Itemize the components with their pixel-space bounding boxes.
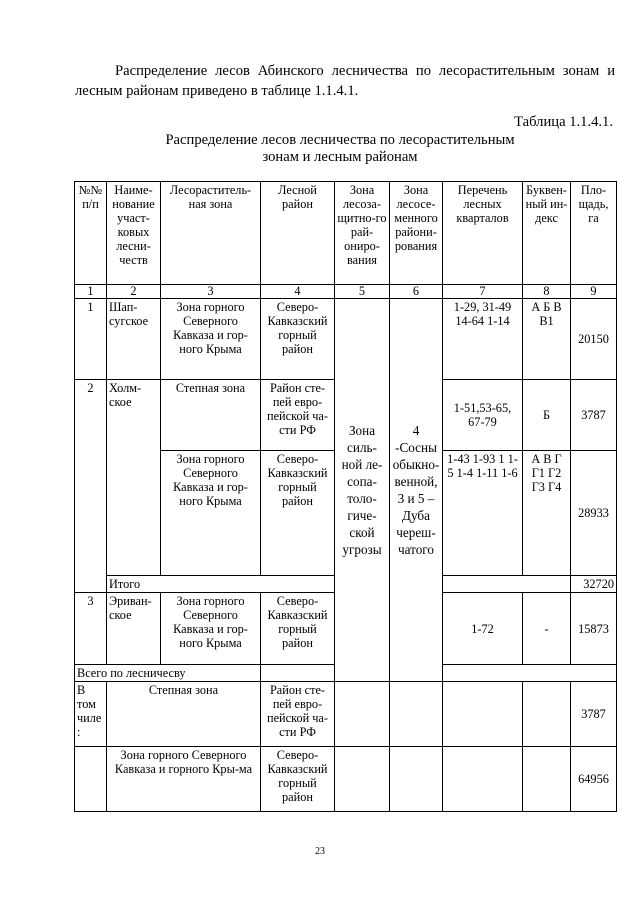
forest-distribution-table <box>74 181 617 812</box>
column-number: 3 <box>161 285 261 299</box>
table-row <box>75 299 617 380</box>
empty-cell <box>523 682 571 747</box>
area-value: 64956 <box>571 747 617 812</box>
row-number: 1 <box>75 299 107 380</box>
empty-cell <box>523 747 571 812</box>
forestry-name: Холм-ское <box>107 380 161 576</box>
header-cell: Лесной район <box>261 182 335 285</box>
quarters-list: 1-43 1-93 1 1-5 1-4 1-11 1-6 <box>443 451 523 576</box>
column-number: 8 <box>523 285 571 299</box>
header-cell: Зона лесоза-щитно-го рай-ониро-вания <box>335 182 390 285</box>
header-cell: Наиме-нование участ-ковых лесни-честв <box>107 182 161 285</box>
empty-cell <box>443 665 617 682</box>
forest-region: Северо-Кавказский горный район <box>261 299 335 380</box>
column-number: 4 <box>261 285 335 299</box>
protective-zone: Зона силь-ной ле-сопа-толо-гиче-ской угрозы <box>335 299 390 682</box>
area-value: 28933 <box>571 451 617 576</box>
column-number-row <box>75 285 617 299</box>
forest-region: Северо-Кавказский горный район <box>261 451 335 576</box>
empty-cell <box>335 747 390 812</box>
header-cell: №№ п/п <box>75 182 107 285</box>
letter-index: Б <box>523 380 571 451</box>
area-value: 3787 <box>571 682 617 747</box>
area-value: 3787 <box>571 380 617 451</box>
intro-text: Распределение лесов Абинского лесничества по лесорастительным зонам и лесным районам приведено в таблице 1.1.4.1. <box>75 63 615 99</box>
header-cell: Зона лесосе-менного райони-рования <box>390 182 443 285</box>
empty-cell <box>443 747 523 812</box>
page-number: 23 <box>315 846 325 857</box>
table-title-line-1: Распределение лесов лесничества по лесорастительным <box>165 132 515 148</box>
column-number: 1 <box>75 285 107 299</box>
header-cell: Пло-щадь, га <box>571 182 617 285</box>
letter-index: - <box>523 593 571 665</box>
vegetation-zone: Степная зона <box>107 682 261 747</box>
row-number: 2 <box>75 380 107 593</box>
column-number: 6 <box>390 285 443 299</box>
seed-zone: 4 -Сосны обыкно-венной, 3 и 5 – Дуба череш-чатого <box>390 299 443 682</box>
including-label: В том чиле : <box>75 682 107 747</box>
area-value: 20150 <box>571 299 617 380</box>
table-row <box>75 682 617 747</box>
table-label: Таблица 1.1.4.1. <box>514 114 613 130</box>
letter-index: А Б В В1 <box>523 299 571 380</box>
subtotal-label: Итого <box>107 576 335 593</box>
row-number: 3 <box>75 593 107 665</box>
empty-cell <box>443 682 523 747</box>
forest-region: Северо-Кавказский горный район <box>261 747 335 812</box>
column-number: 7 <box>443 285 523 299</box>
column-number: 9 <box>571 285 617 299</box>
vegetation-zone: Зона горного Северного Кавказа и гор-ного Крыма <box>161 593 261 665</box>
table-title <box>60 132 620 166</box>
forest-region: Северо-Кавказский горный район <box>261 593 335 665</box>
empty-cell <box>390 747 443 812</box>
forest-region: Район сте-пей евро-пейской ча-сти РФ <box>261 380 335 451</box>
forestry-name: Шап-сугское <box>107 299 161 380</box>
vegetation-zone: Зона горного Северного Кавказа и гор-ного Крыма <box>161 451 261 576</box>
quarters-list: 1-51,53-65, 67-79 <box>443 380 523 451</box>
vegetation-zone: Зона горного Северного Кавказа и гор-ного Крыма <box>161 299 261 380</box>
header-cell: Лесораститель-ная зона <box>161 182 261 285</box>
column-number: 5 <box>335 285 390 299</box>
subtotal-area: 32720 <box>571 576 617 593</box>
intro-paragraph <box>75 61 615 101</box>
forest-region: Район сте-пей евро-пейской ча-сти РФ <box>261 682 335 747</box>
empty-cell <box>390 682 443 747</box>
vegetation-zone: Зона горного Северного Кавказа и горного Кры-ма <box>107 747 261 812</box>
empty-cell <box>261 665 335 682</box>
column-number: 2 <box>107 285 161 299</box>
empty-cell <box>75 747 107 812</box>
empty-cell <box>443 576 571 593</box>
header-cell: Перечень лесных кварталов <box>443 182 523 285</box>
empty-cell <box>335 682 390 747</box>
vegetation-zone: Степная зона <box>161 380 261 451</box>
quarters-list: 1-29, 31-49 14-64 1-14 <box>443 299 523 380</box>
table-header-row <box>75 182 617 285</box>
table-row <box>75 747 617 812</box>
table-title-line-2: зонам и лесным районам <box>262 149 418 165</box>
total-label: Всего по лесничесву <box>75 665 261 682</box>
forestry-name: Эриван-ское <box>107 593 161 665</box>
quarters-list: 1-72 <box>443 593 523 665</box>
letter-index: А В Г Г1 Г2 Г3 Г4 <box>523 451 571 576</box>
area-value: 15873 <box>571 593 617 665</box>
header-cell: Буквен-ный ин-декс <box>523 182 571 285</box>
